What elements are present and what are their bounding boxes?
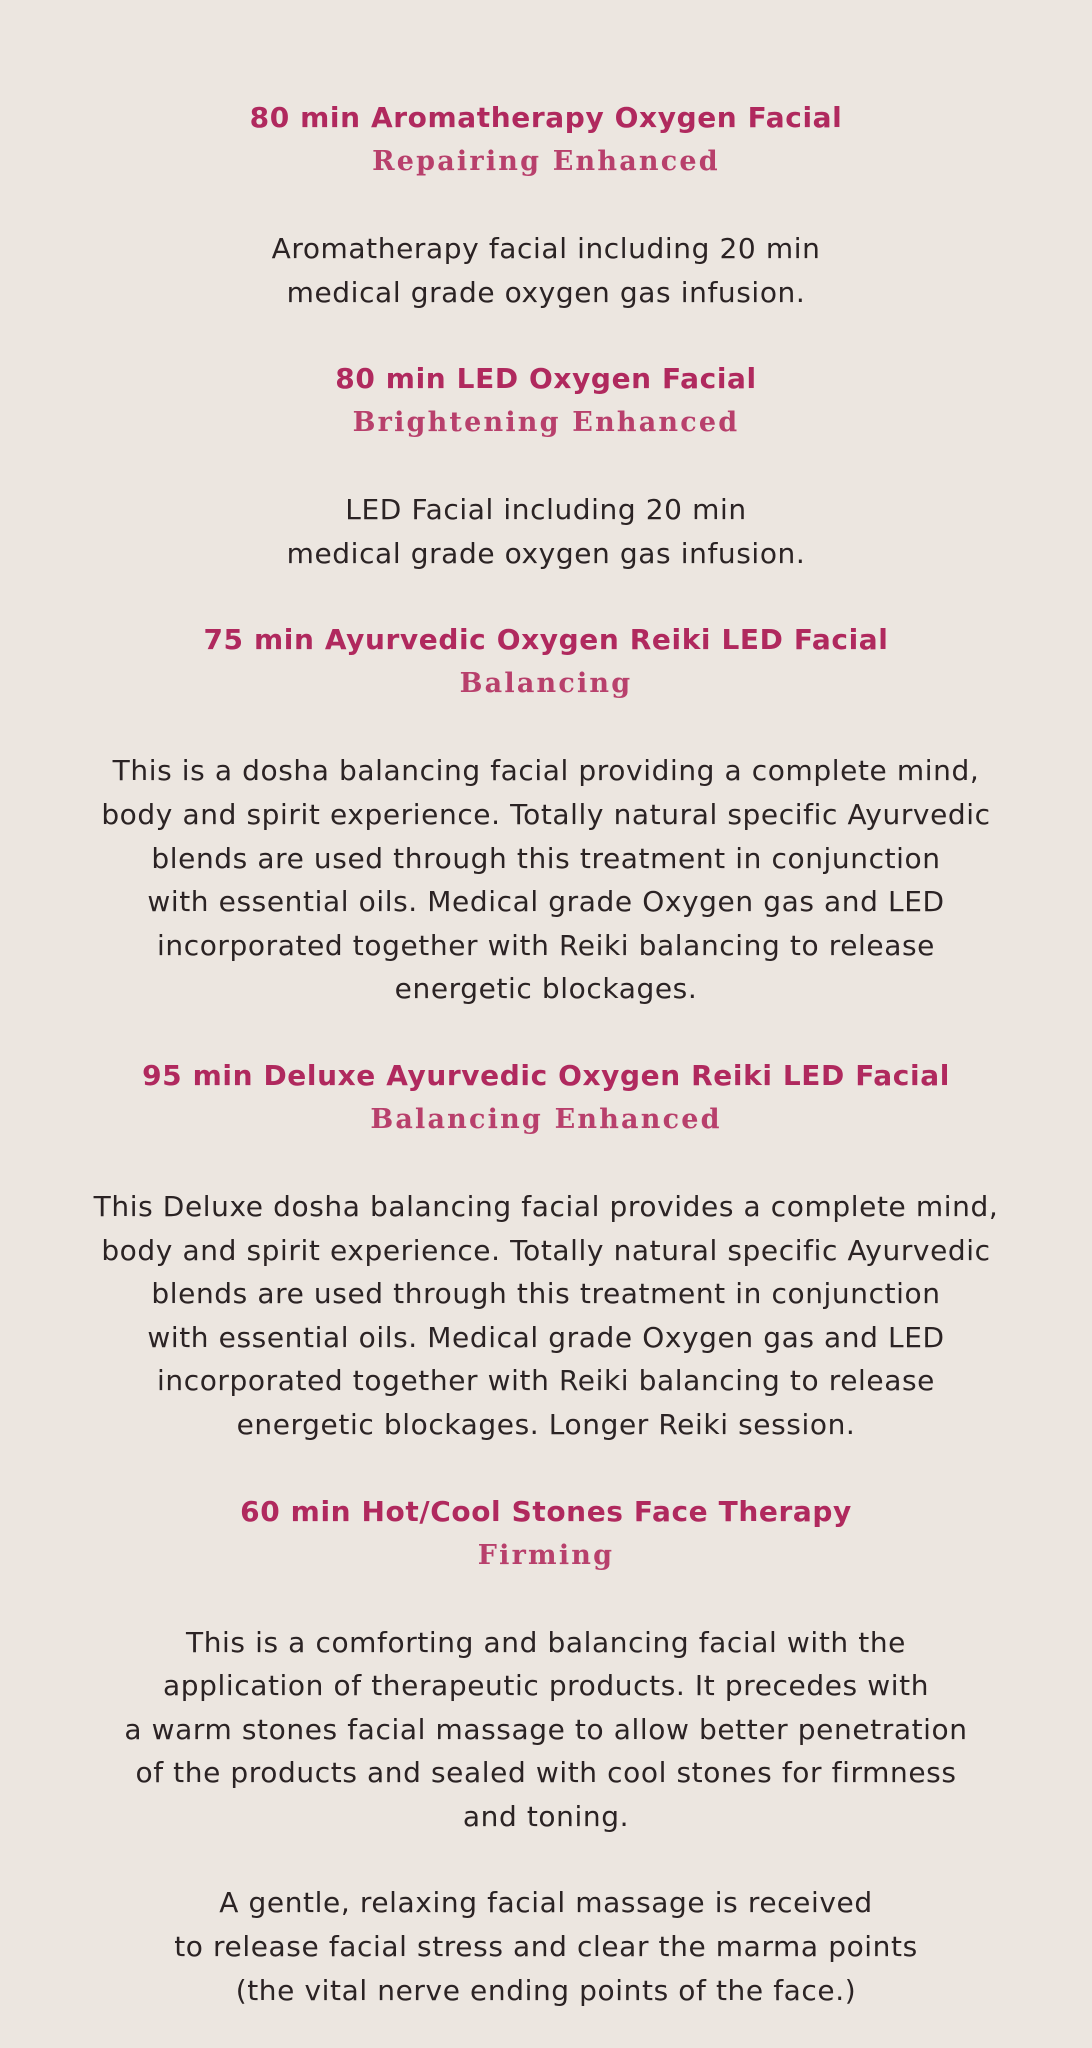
- treatment-description: [0, 1621, 1092, 1839]
- description-line: blends are used through this treatment in conjunction: [151, 841, 941, 875]
- description-line: with essential oils. Medical grade Oxygen gas and LED: [147, 1320, 945, 1354]
- treatment-aromatherapy-oxygen-facial: [0, 96, 1092, 314]
- treatment-title: 80 min LED Oxygen Facial: [335, 362, 757, 396]
- treatment-title: 60 min Hot/Cool Stones Face Therapy: [240, 1494, 852, 1528]
- description-line: Aromatherapy facial including 20 min: [271, 232, 821, 265]
- treatment-description: [0, 1185, 1092, 1447]
- treatment-description: [0, 488, 1092, 575]
- description-line: energetic blockages. Longer Reiki session.: [236, 1407, 856, 1441]
- description-line: medical grade oxygen gas infusion.: [286, 536, 806, 570]
- treatment-title: 80 min Aromatherapy Oxygen Facial: [249, 101, 843, 134]
- description-line: This is a dosha balancing facial providing a complete mind,: [112, 754, 980, 788]
- description-line: LED Facial including 20 min: [345, 493, 747, 527]
- treatment-subtitle: Balancing: [459, 668, 633, 700]
- description-line: of the products and sealed with cool stones for firmness: [135, 1756, 957, 1790]
- description-line: with essential oils. Medical grade Oxygen gas and LED: [147, 885, 945, 919]
- treatment-title: 95 min Deluxe Ayurvedic Oxygen Reiki LED Facial: [142, 1058, 950, 1092]
- description-line: incorporated together with Reiki balancing to release: [156, 1364, 935, 1398]
- treatment-deluxe-ayurvedic-oxygen-reiki-led-facial: [0, 1054, 1092, 1447]
- description-line: body and spirit experience. Totally natural specific Ayurvedic: [101, 1233, 991, 1267]
- closing-line: (the vital nerve ending points of the face.): [235, 1973, 857, 2007]
- description-line: This Deluxe dosha balancing facial provides a complete mind,: [93, 1189, 999, 1223]
- description-line: a warm stones facial massage to allow better penetration: [124, 1712, 968, 1746]
- treatment-hot-cool-stones-face-therapy: [0, 1490, 1092, 1839]
- closing-line: to release facial stress and clear the marma points: [174, 1930, 918, 1964]
- treatment-led-oxygen-facial: [0, 357, 1092, 575]
- closing-note: [0, 1881, 1092, 2012]
- treatment-description: [0, 749, 1092, 1011]
- description-line: body and spirit experience. Totally natural specific Ayurvedic: [101, 797, 991, 831]
- description-line: This is a comforting and balancing facial with the: [186, 1625, 906, 1659]
- treatment-subtitle: Balancing Enhanced: [370, 1103, 722, 1135]
- description-line: and toning.: [462, 1799, 630, 1833]
- treatment-subtitle: Brightening Enhanced: [352, 407, 740, 439]
- treatment-description: [0, 227, 1092, 314]
- treatment-title: 75 min Ayurvedic Oxygen Reiki LED Facial: [203, 623, 889, 657]
- description-line: medical grade oxygen gas infusion.: [286, 275, 806, 309]
- description-line: energetic blockages.: [394, 972, 698, 1006]
- description-line: application of therapeutic products. It precedes with: [162, 1669, 930, 1703]
- treatment-subtitle: Firming: [477, 1539, 615, 1571]
- closing-line: A gentle, relaxing facial massage is received: [219, 1886, 873, 1920]
- description-line: incorporated together with Reiki balancing to release: [156, 928, 935, 962]
- treatment-subtitle: Repairing Enhanced: [372, 146, 720, 177]
- description-line: blends are used through this treatment in conjunction: [151, 1277, 941, 1311]
- treatment-ayurvedic-oxygen-reiki-led-facial: [0, 618, 1092, 1011]
